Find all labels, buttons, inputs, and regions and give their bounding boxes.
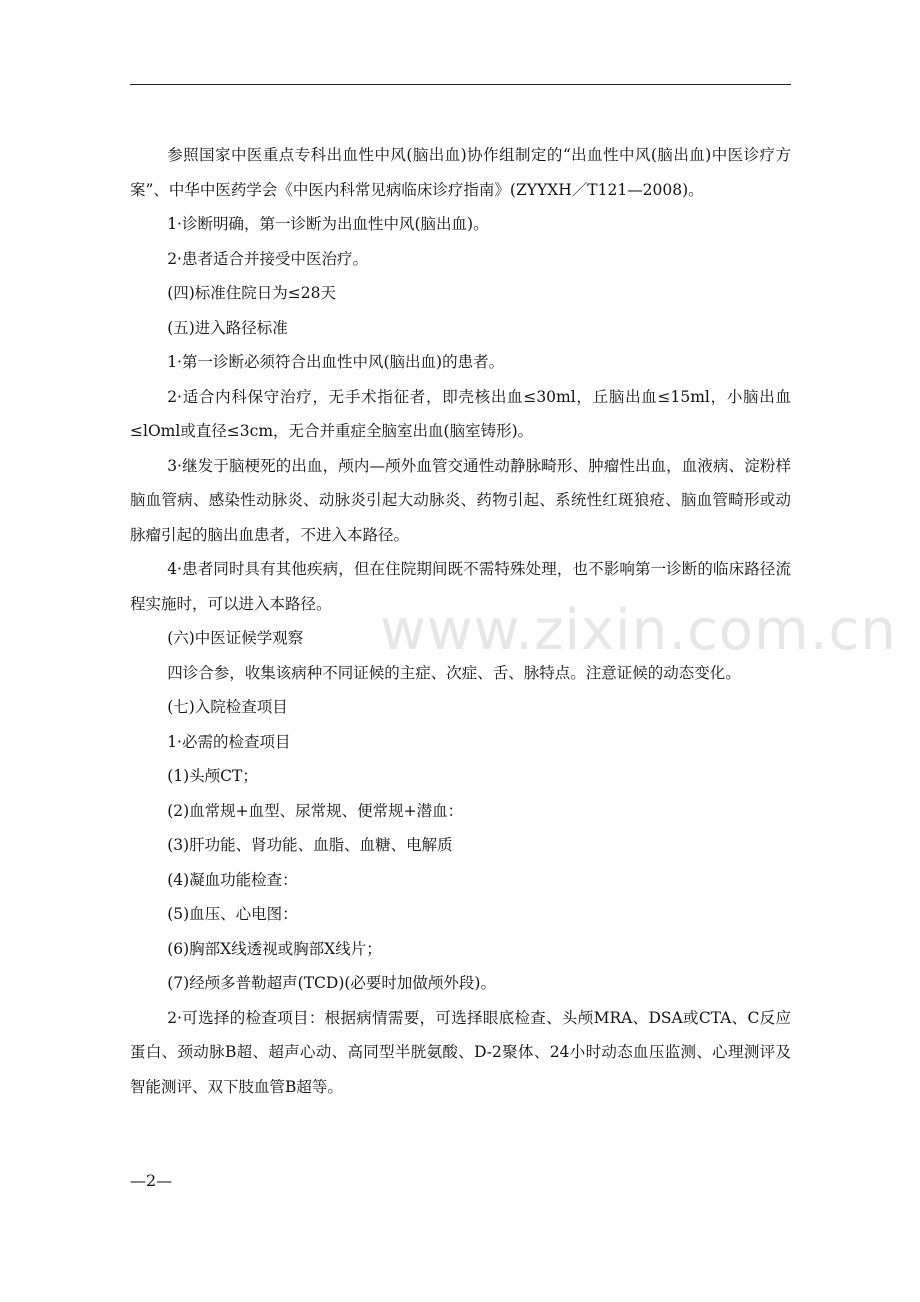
exam-item-3: (3)肝功能、肾功能、血脂、血糖、电解质 [167, 836, 453, 854]
diagnosis-item-1: 1·诊断明确，第一诊断为出血性中风(脑出血)。 [167, 215, 489, 233]
diagnosis-item-2: 2·患者适合并接受中医治疗。 [167, 249, 368, 268]
syndrome-observation-paragraph: 四诊合参，收集该病种不同证候的主症、次症、舌、脉特点。注意证候的动态变化。 [167, 663, 741, 682]
section-heading-6: (六)中医证候学观察 [167, 629, 304, 647]
exam-item-4: (4)凝血功能检查： [167, 870, 298, 889]
exam-item-6: (6)胸部X线透视或胸部X线片； [167, 939, 382, 958]
section-heading-4: (四)标准住院日为≤28天 [167, 284, 336, 302]
intro-paragraph: 参照国家中医重点专科出血性中风(脑出血)协作组制定的“出血性中风(脑出血)中医诊疗方案”、中华中医药学会《中医内科常见病临床诊疗指南》(ZYYXH／T121—2008)。 [130, 146, 791, 199]
entry-criteria-1: 1·第一诊断必须符合出血性中风(脑出血)的患者。 [167, 353, 505, 371]
section-heading-7: (七)入院检查项目 [167, 698, 288, 716]
header-rule [130, 84, 791, 85]
entry-criteria-4: 4·患者同时具有其他疾病，但在住院期间既不需特殊处理，也不影响第一诊断的临床路径流程实施时，可以进入本路径。 [130, 560, 791, 613]
exam-item-7: (7)经颅多普勒超声(TCD)(必要时加做颅外段)。 [167, 974, 496, 992]
optional-exams-paragraph: 2·可选择的检查项目：根据病情需要，可选择眼底检查、头颅MRA、DSA或CTA、C反应蛋白、颈动脉B超、超声心动、高同型半胱氨酸、D-2聚体、24小时动态血压监测、心理测评及智能测评、双下肢血管B超等。 [130, 1008, 791, 1096]
exam-item-5: (5)血压、心电图： [167, 905, 298, 923]
exam-item-2: (2)血常规+血型、尿常规、便常规+潜血： [167, 801, 464, 820]
exam-item-1: (1)头颅CT； [167, 767, 258, 785]
page-number: —2— [130, 1171, 173, 1190]
section-heading-5: (五)进入路径标准 [167, 318, 288, 337]
entry-criteria-2: 2·适合内科保守治疗，无手术指征者，即壳核出血≤30ml，丘脑出血≤15ml，小脑出血≤lOml或直径≤3cm，无合并重症全脑室出血(脑室铸形)。 [130, 387, 791, 440]
required-exams-heading: 1·必需的检查项目 [167, 732, 291, 751]
watermark: www.zixin.com.cn [380, 598, 897, 663]
entry-criteria-3: 3·继发于脑梗死的出血，颅内—颅外血管交通性动静脉畸形、肿瘤性出血，血液病、淀粉样脑血管病、感染性动脉炎、动脉炎引起大动脉炎、药物引起、系统性红斑狼疮、脑血管畸形或动脉瘤引起的脑出血患者，不进入本路径。 [130, 456, 791, 544]
document-body [130, 138, 791, 1104]
